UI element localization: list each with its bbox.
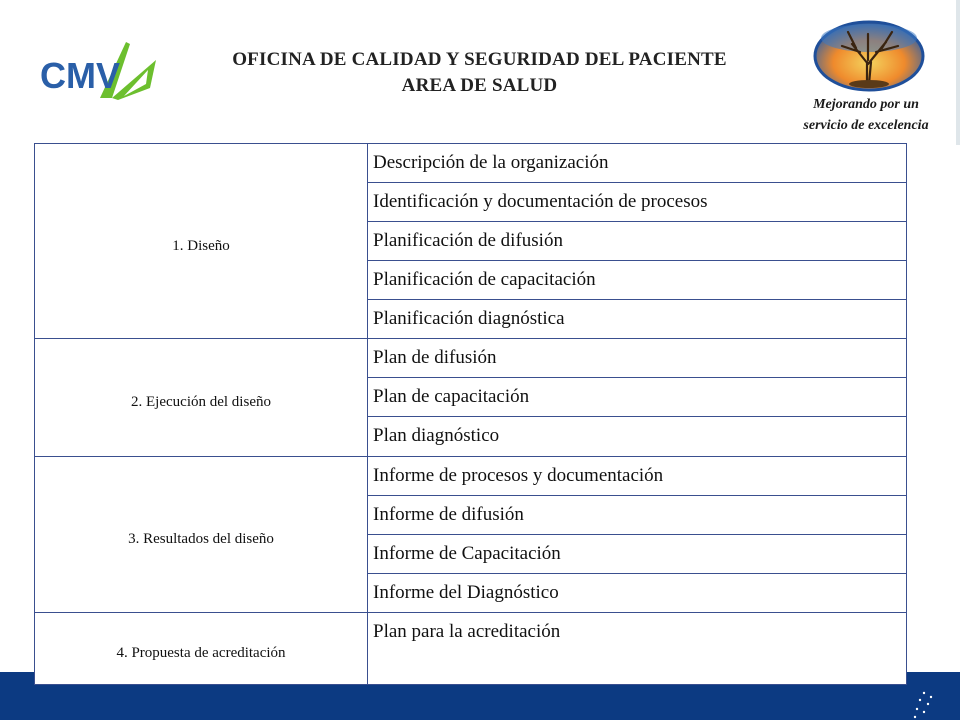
phase-label: 2. Ejecución del diseño	[131, 393, 271, 410]
phase-cell-results	[35, 456, 368, 612]
table-cell-item: Plan de difusión	[368, 339, 907, 378]
table-row	[35, 612, 907, 684]
phase-label: 1. Diseño	[172, 237, 230, 254]
table-cell-item: Informe de Capacitación	[368, 534, 907, 573]
header-title-line2: AREA DE SALUD	[401, 75, 558, 96]
phase-label: 4. Propuesta de acreditación	[116, 644, 286, 661]
cmv-logo-text: CMV	[40, 55, 120, 96]
cmv-logo-graphic	[38, 38, 158, 100]
tagline-line2: servicio de excelencia	[803, 118, 929, 133]
table-cell-item: Informe de procesos y documentación	[368, 456, 907, 495]
table-row	[35, 456, 907, 495]
phase-cell-execution	[35, 339, 368, 456]
table-cell-item: Plan para la acreditación	[368, 612, 907, 684]
table-cell-item: Informe del Diagnóstico	[368, 573, 907, 612]
tagline	[776, 94, 956, 136]
right-edge-strip	[956, 0, 960, 145]
cmv-logo	[38, 38, 158, 100]
tree-emblem-logo	[812, 20, 926, 92]
header-title-line1: OFICINA DE CALIDAD Y SEGURIDAD DEL PACIENTE	[232, 49, 727, 70]
table-cell-item: Descripción de la organización	[368, 144, 907, 183]
phase-cell-accreditation	[35, 612, 368, 684]
table-row	[35, 144, 907, 183]
table-cell-item: Identificación y documentación de procesos	[368, 183, 907, 222]
table-cell-item: Informe de difusión	[368, 495, 907, 534]
page-header-title	[222, 47, 737, 99]
accreditation-plan-table	[34, 143, 907, 685]
table-cell-item: Planificación diagnóstica	[368, 300, 907, 339]
tree-icon	[812, 20, 926, 92]
stars-icon	[908, 690, 938, 720]
table-cell-item: Plan de capacitación	[368, 378, 907, 417]
table-cell-item: Planificación de capacitación	[368, 261, 907, 300]
table-row	[35, 339, 907, 378]
table-cell-item: Plan diagnóstico	[368, 417, 907, 456]
phase-label: 3. Resultados del diseño	[128, 530, 274, 547]
tagline-line1: Mejorando por un	[813, 97, 919, 112]
phase-cell-design	[35, 144, 368, 339]
table-cell-item: Planificación de difusión	[368, 222, 907, 261]
